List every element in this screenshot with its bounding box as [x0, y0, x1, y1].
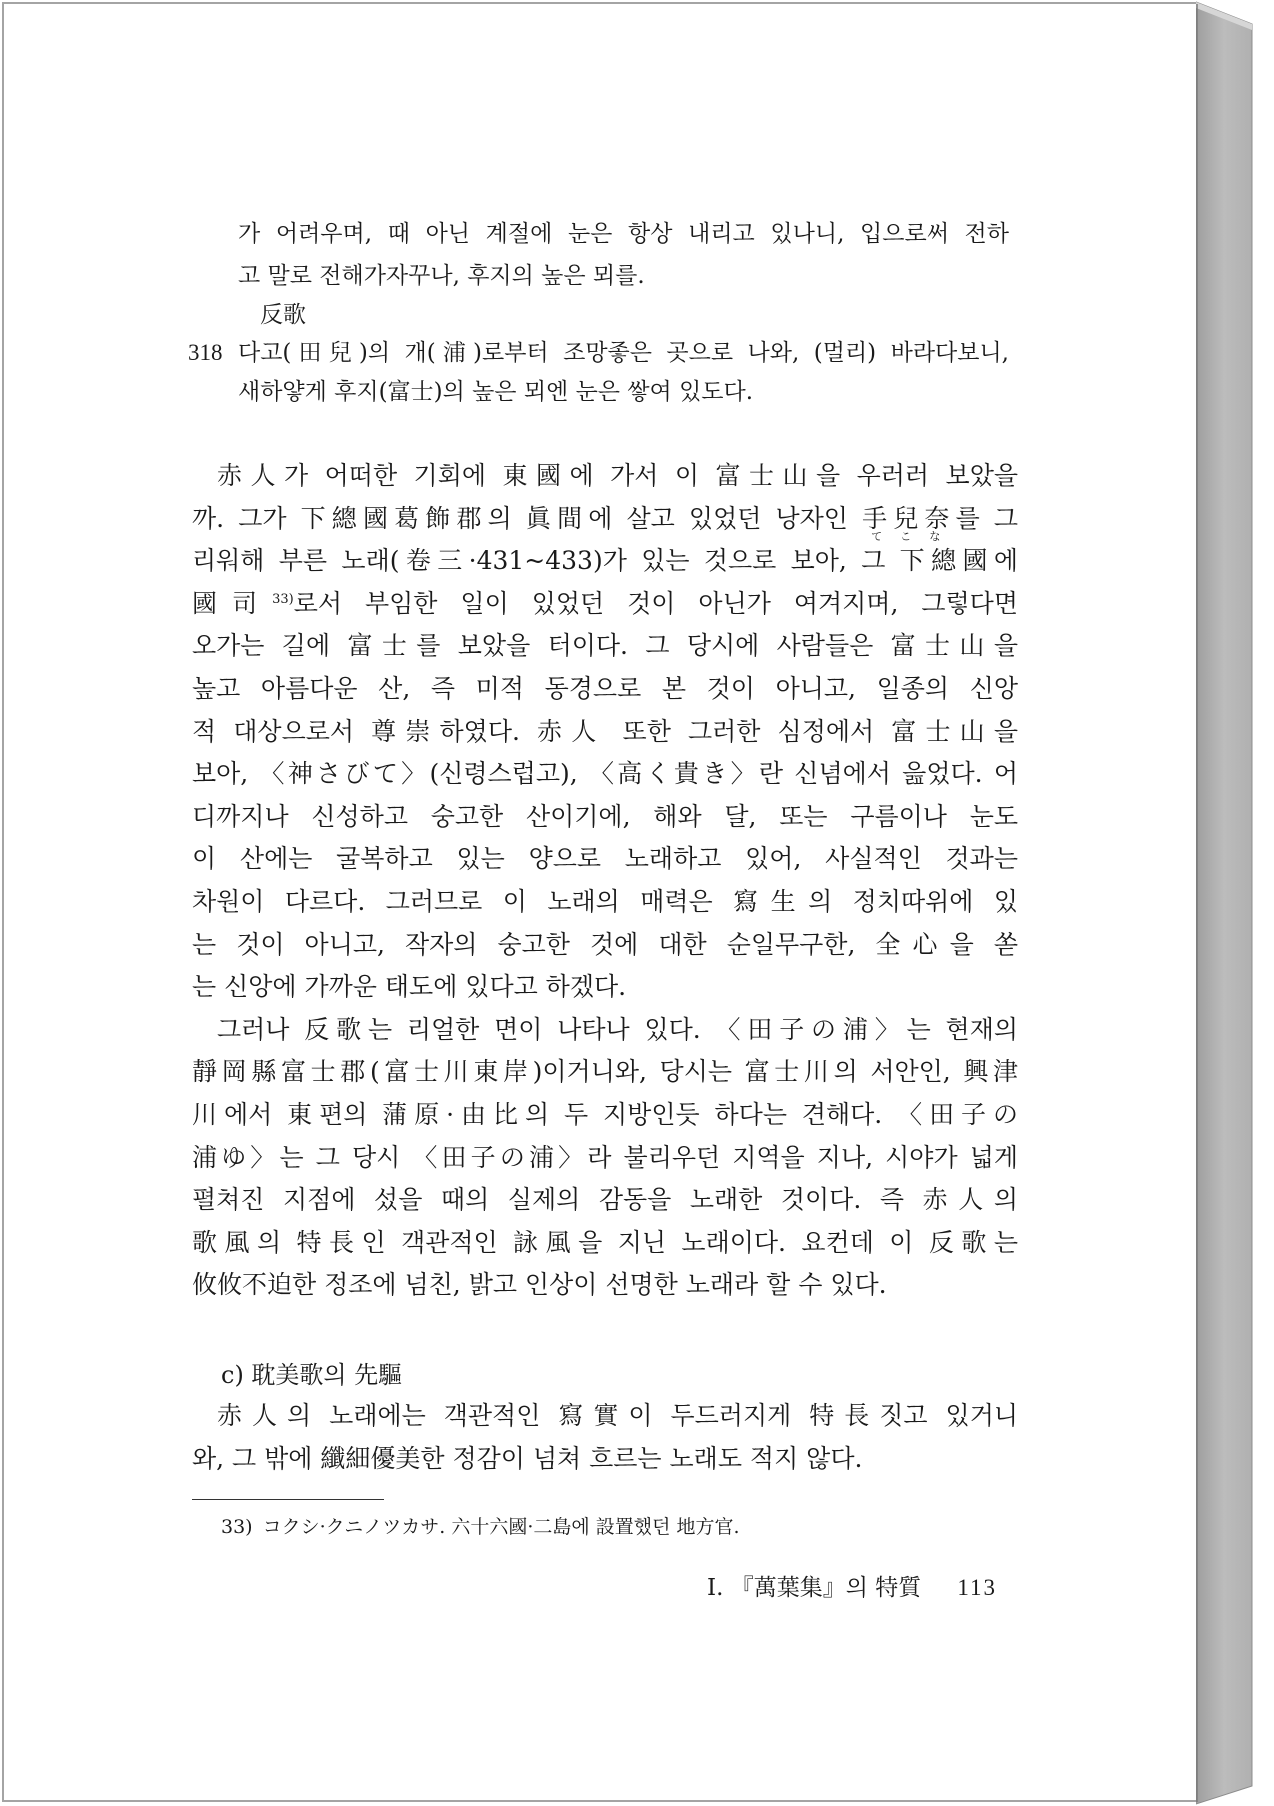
- body-line: 보아, 〈神さびて〉(신령스럽고), 〈高く貴き〉란 신념에서 읊었다. 어: [192, 759, 1018, 789]
- hanka-line: 새하얗게 후지(富士)의 높은 뫼엔 눈은 쌓여 있도다.: [238, 379, 754, 405]
- body-line: 靜岡縣富士郡(富士川東岸)이거니와, 당시는 富士川의 서안인, 興津: [192, 1057, 1018, 1087]
- text-segment: 까. 그가 下總國葛飾郡의 眞間에 살고 있었던 낭자인: [192, 503, 863, 533]
- body-line: 차원이 다르다. 그러므로 이 노래의 매력은 寫生의 정치따위에 있: [192, 886, 1018, 916]
- body-line: 펼쳐진 지점에 섰을 때의 실제의 감동을 노래한 것이다. 즉 赤人의: [192, 1185, 1018, 1215]
- body-line: [192, 498, 1018, 541]
- body-line: 리워해 부른 노래(卷三·431~433)가 있는 것으로 보아, 그 下總國에: [192, 546, 1018, 576]
- footnote: [221, 1512, 740, 1542]
- footnote-marker: 33): [221, 1516, 253, 1538]
- section-text: [192, 1395, 1018, 1480]
- ruby-text: てこな: [862, 529, 950, 543]
- ruby-base: 手兒奈: [862, 503, 956, 533]
- footnote-rule: [192, 1499, 384, 1500]
- verse-line: 가 어려우며, 때 아닌 계절에 눈은 항상 내리고 있나니, 입으로써 전하: [238, 221, 1009, 247]
- body-line: 적 대상으로서 尊崇하였다. 赤人 또한 그러한 심정에서 富士山을: [192, 716, 1018, 746]
- book-edge-graphic: [1196, 0, 1260, 1806]
- body-line: 그러나 反歌는 리얼한 면이 나타나 있다. 〈田子の浦〉는 현재의: [217, 1014, 1018, 1044]
- body-line: [192, 583, 1018, 626]
- verse-line: 고 말로 전해가자꾸나, 후지의 높은 뫼를.: [238, 263, 645, 289]
- hanka-label: 反歌: [260, 302, 306, 328]
- body-line: 赤人의 노래에는 객관적인 寫實이 두드러지게 特長짓고 있거니: [217, 1401, 1018, 1430]
- footnote-reference: 33): [272, 591, 294, 607]
- body-line: 攸攸不迫한 정조에 넘친, 밝고 인상이 선명한 노래라 할 수 있다.: [192, 1270, 887, 1300]
- body-line: 는 것이 아니고, 작자의 숭고한 것에 대한 순일무구한, 全心을 쏟: [192, 929, 1018, 959]
- body-text: [192, 455, 1018, 1307]
- text-segment: 로서 부임한 일이 있었던 것이 아닌가 여겨지며, 그렇다면: [293, 588, 1018, 618]
- poem-number: 318: [188, 340, 223, 365]
- body-line: 川에서 東편의 蒲原·由比의 두 지방인듯 하다는 견해다. 〈田子の: [192, 1099, 1018, 1129]
- body-line: 높고 아름다운 산, 즉 미적 동경으로 본 것이 아니고, 일종의 신앙: [192, 673, 1018, 703]
- body-line: 는 신앙에 가까운 태도에 있다고 하겠다.: [192, 972, 627, 1002]
- body-line: 浦ゆ〉는 그 당시 〈田子の浦〉라 불리우던 지역을 지나, 시야가 넓게: [192, 1142, 1018, 1172]
- section-heading: c) 耽美歌의 先驅: [221, 1361, 403, 1389]
- body-line: 와, 그 밖에 纖細優美한 정감이 넘쳐 흐르는 노래도 적지 않다.: [192, 1443, 863, 1473]
- body-line: 이 산에는 굴복하고 있는 양으로 노래하고 있어, 사실적인 것과는: [192, 844, 1018, 874]
- body-line: 赤人가 어떠한 기회에 東國에 가서 이 富士山을 우러러 보았을: [217, 461, 1018, 490]
- book-page: [2, 2, 1196, 1802]
- body-line: 디까지나 신성하고 숭고한 산이기에, 해와 달, 또는 구름이나 눈도: [192, 801, 1018, 831]
- body-line: 歌風의 特長인 객관적인 詠風을 지닌 노래이다. 요컨데 이 反歌는: [192, 1227, 1018, 1257]
- text-segment: 를 그: [955, 503, 1018, 533]
- ruby-annotation: [862, 503, 956, 543]
- running-head: I. 『萬葉集』의 特質: [707, 1575, 922, 1601]
- footnote-text: コクシ·クニノツカサ. 六十六國·二島에 設置했던 地方官.: [262, 1516, 740, 1538]
- text-segment: 國司: [192, 588, 273, 618]
- page-number: 113: [957, 1575, 997, 1600]
- body-line: 오가는 길에 富士를 보았을 터이다. 그 당시에 사람들은 富士山을: [192, 631, 1018, 661]
- hanka-line: 다고(田兒)의 개(浦)로부터 조망좋은 곳으로 나와, (멀리) 바라다보니,: [238, 340, 1009, 366]
